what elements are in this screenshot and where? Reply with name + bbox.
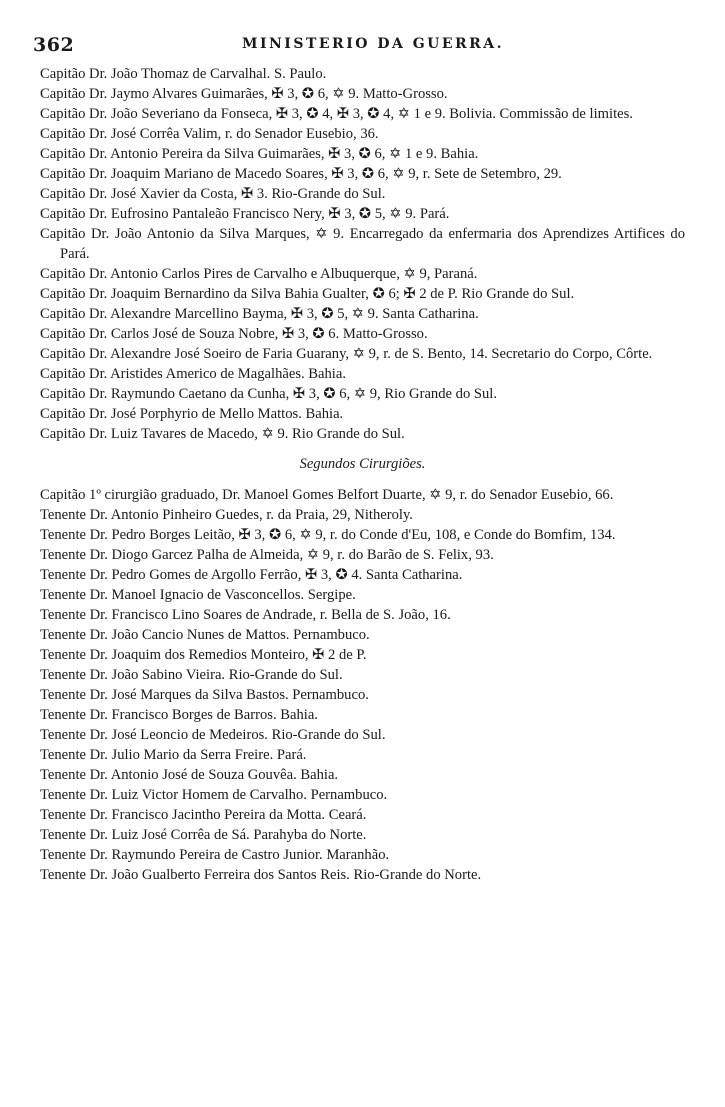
capitaes-list bbox=[40, 64, 685, 444]
list-entry: Capitão Dr. Joaquim Bernardino da Silva Bahia Gualter, ✪ 6; ✠ 2 de P. Rio Grande do Sul. bbox=[40, 286, 575, 302]
list-entry: Tenente Dr. Manoel Ignacio de Vasconcellos. Sergipe. bbox=[40, 587, 356, 603]
segundos-cirurgioes-list bbox=[40, 485, 685, 885]
list-entry: Capitão Dr. Eufrosino Pantaleão Francisco Nery, ✠ 3, ✪ 5, ✡ 9. Pará. bbox=[40, 206, 450, 222]
list-entry: Tenente Dr. Antonio Pinheiro Guedes, r. da Praia, 29, Nitheroly. bbox=[40, 507, 413, 523]
list-entry: Tenente Dr. Raymundo Pereira de Castro Junior. Maranhão. bbox=[40, 847, 390, 863]
list-entry: Tenente Dr. Pedro Gomes de Argollo Ferrão, ✠ 3, ✪ 4. Santa Catharina. bbox=[40, 567, 463, 583]
list-entry: Capitão Dr. Carlos José de Souza Nobre, ✠ 3, ✪ 6. Matto-Grosso. bbox=[40, 326, 428, 342]
list-entry: Capitão Dr. Luiz Tavares de Macedo, ✡ 9. Rio Grande do Sul. bbox=[40, 426, 405, 442]
list-entry: Tenente Dr. José Leoncio de Medeiros. Rio-Grande do Sul. bbox=[40, 727, 386, 743]
section-heading: Segundos Cirurgiões. bbox=[299, 456, 426, 472]
list-entry: Capitão Dr. João Antonio da Silva Marques, ✡ 9. Encarregado da enfermaria dos Aprendizes Artifices do Pará. bbox=[40, 226, 685, 262]
list-entry: Tenente Dr. Luiz José Corrêa de Sá. Parahyba do Norte. bbox=[40, 827, 367, 843]
list-entry: Tenente Dr. Joaquim dos Remedios Monteiro, ✠ 2 de P. bbox=[40, 647, 367, 663]
list-entry: Capitão Dr. José Corrêa Valim, r. do Senador Eusebio, 36. bbox=[40, 126, 379, 142]
list-entry: Tenente Dr. Antonio José de Souza Gouvêa. Bahia. bbox=[40, 767, 339, 783]
list-entry: Tenente Dr. João Gualberto Ferreira dos Santos Reis. Rio-Grande do Norte. bbox=[40, 867, 482, 883]
list-entry: Capitão Dr. José Xavier da Costa, ✠ 3. Rio-Grande do Sul. bbox=[40, 186, 386, 202]
list-entry: Tenente Dr. Francisco Borges de Barros. Bahia. bbox=[40, 707, 318, 723]
page-header bbox=[33, 34, 685, 58]
running-head: MINISTERIO DA GUERRA. bbox=[241, 36, 505, 52]
list-entry: Tenente Dr. Francisco Lino Soares de Andrade, r. Bella de S. João, 16. bbox=[40, 607, 451, 623]
list-entry: Capitão Dr. Alexandre José Soeiro de Faria Guarany, ✡ 9, r. de S. Bento, 14. Secretario do Corpo, Côrte. bbox=[40, 346, 653, 362]
list-entry: Capitão Dr. Antonio Pereira da Silva Guimarães, ✠ 3, ✪ 6, ✡ 1 e 9. Bahia. bbox=[40, 146, 479, 162]
list-entry: Capitão Dr. Aristides Americo de Magalhães. Bahia. bbox=[40, 366, 346, 382]
list-entry: Capitão Dr. Joaquim Mariano de Macedo Soares, ✠ 3, ✪ 6, ✡ 9, r. Sete de Setembro, 29. bbox=[40, 166, 562, 182]
page-number: 362 bbox=[33, 34, 75, 56]
list-entry: Tenente Dr. Julio Mario da Serra Freire. Pará. bbox=[40, 747, 307, 763]
list-entry: Tenente Dr. João Cancio Nunes de Mattos. Pernambuco. bbox=[40, 627, 370, 643]
list-entry: Capitão Dr. Antonio Carlos Pires de Carvalho e Albuquerque, ✡ 9, Paraná. bbox=[40, 266, 478, 282]
list-entry: Capitão 1º cirurgião graduado, Dr. Manoel Gomes Belfort Duarte, ✡ 9, r. do Senador Eusebio, 66. bbox=[40, 487, 614, 503]
list-entry: Tenente Dr. João Sabino Vieira. Rio-Grande do Sul. bbox=[40, 667, 343, 683]
list-entry: Capitão Dr. Alexandre Marcellino Bayma, ✠ 3, ✪ 5, ✡ 9. Santa Catharina. bbox=[40, 306, 479, 322]
list-entry: Capitão Dr. Raymundo Caetano da Cunha, ✠ 3, ✪ 6, ✡ 9, Rio Grande do Sul. bbox=[40, 386, 498, 402]
list-entry: Tenente Dr. José Marques da Silva Bastos. Pernambuco. bbox=[40, 687, 369, 703]
list-entry: Capitão Dr. João Severiano da Fonseca, ✠ 3, ✪ 4, ✠ 3, ✪ 4, ✡ 1 e 9. Bolivia. Commissão de limites. bbox=[40, 106, 633, 122]
list-entry: Tenente Dr. Francisco Jacintho Pereira da Motta. Ceará. bbox=[40, 807, 367, 823]
list-entry: Capitão Dr. João Thomaz de Carvalhal. S. Paulo. bbox=[40, 66, 327, 82]
list-entry: Tenente Dr. Diogo Garcez Palha de Almeida, ✡ 9, r. do Barão de S. Felix, 93. bbox=[40, 547, 494, 563]
list-entry: Capitão Dr. Jaymo Alvares Guimarães, ✠ 3, ✪ 6, ✡ 9. Matto-Grosso. bbox=[40, 86, 448, 102]
list-entry: Tenente Dr. Luiz Victor Homem de Carvalho. Pernambuco. bbox=[40, 787, 388, 803]
page-body bbox=[40, 64, 685, 885]
list-entry: Tenente Dr. Pedro Borges Leitão, ✠ 3, ✪ 6, ✡ 9, r. do Conde d'Eu, 108, e Conde do Bomfim, 134. bbox=[40, 527, 616, 543]
list-entry: Capitão Dr. José Porphyrio de Mello Mattos. Bahia. bbox=[40, 406, 344, 422]
